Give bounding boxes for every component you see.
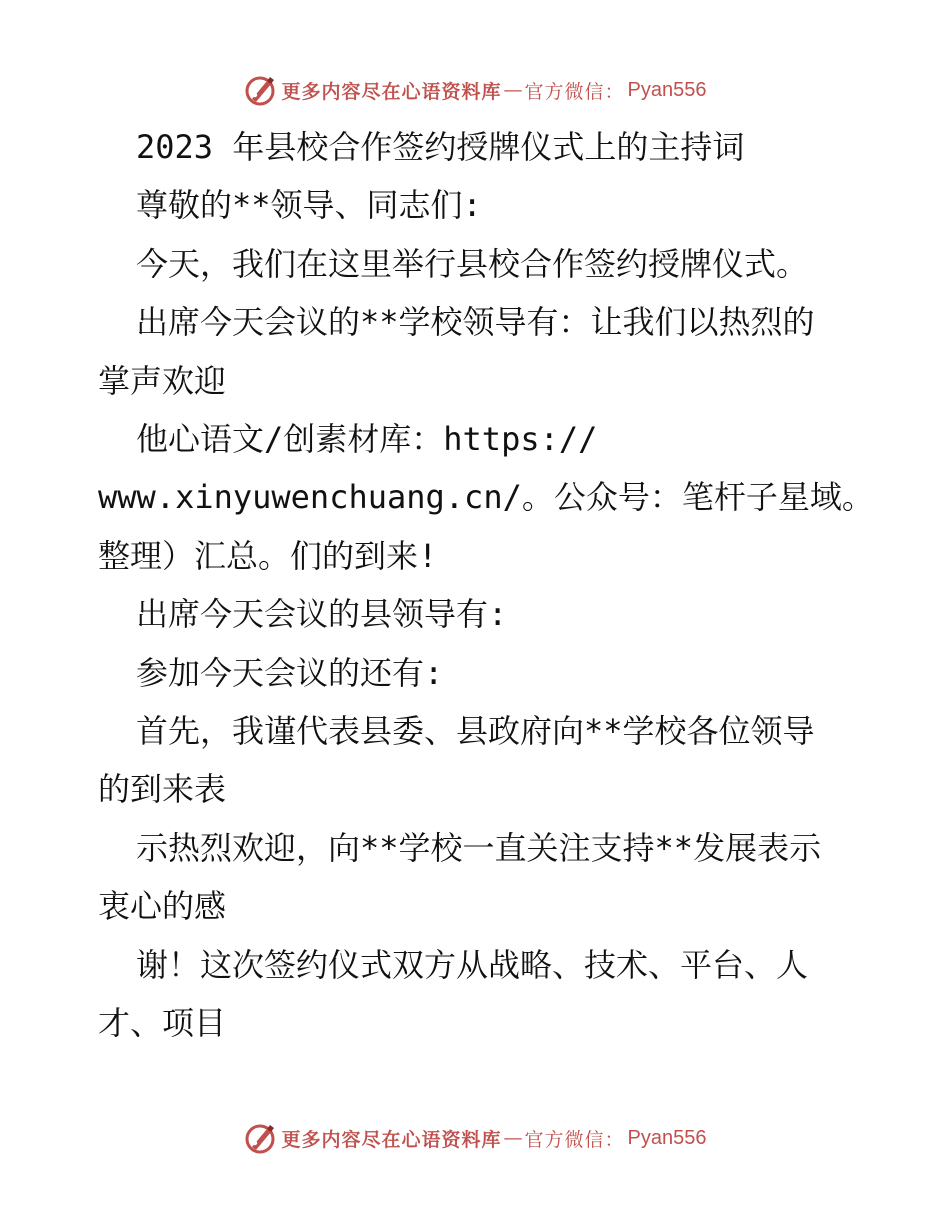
document-line: 出席今天会议的县领导有: bbox=[136, 595, 508, 634]
footer-account: Pyan556 bbox=[627, 1126, 707, 1149]
document-line: 谢！这次签约仪式双方从战略、技术、平台、人 bbox=[136, 945, 809, 984]
document-line: 首先，我谨代表县委、县政府向**学校各位领导 bbox=[136, 712, 815, 751]
document-line: 今天，我们在这里举行县校合作签约授牌仪式。 bbox=[136, 244, 809, 283]
header-dash: — bbox=[503, 79, 523, 101]
header-banner bbox=[0, 70, 950, 110]
document-line: 他心语文/创素材库：https:// bbox=[136, 420, 598, 459]
header-account: Pyan556 bbox=[627, 78, 707, 101]
footer-colon: ： bbox=[604, 1128, 624, 1151]
footer-label: 官方微信 bbox=[524, 1128, 605, 1151]
document-line: 衷心的感 bbox=[98, 887, 227, 926]
document-line: 整理）汇总。们的到来! bbox=[98, 536, 438, 575]
document-title: 2023 年县校合作签约授牌仪式上的主持词 bbox=[136, 128, 745, 166]
document-line: 示热烈欢迎，向**学校一直关注支持**发展表示 bbox=[136, 828, 822, 867]
document-line: 掌声欢迎 bbox=[98, 361, 227, 400]
pen-logo-icon bbox=[243, 1121, 277, 1155]
document-line: 才、项目 bbox=[98, 1004, 227, 1043]
footer-main-text: 更多内容尽在心语资料库 bbox=[281, 1128, 502, 1151]
footer-dash: — bbox=[503, 1127, 523, 1149]
header-colon: ： bbox=[604, 80, 624, 103]
document-line: 的到来表 bbox=[98, 770, 227, 809]
document-line: 参加今天会议的还有: bbox=[136, 653, 444, 692]
header-main-text: 更多内容尽在心语资料库 bbox=[281, 80, 502, 103]
header-label: 官方微信 bbox=[524, 80, 605, 103]
document-body bbox=[98, 118, 874, 1053]
document-line: 出席今天会议的**学校领导有：让我们以热烈的 bbox=[136, 303, 815, 342]
pen-logo-icon bbox=[243, 73, 277, 107]
document-line: www.xinyuwenchuang.cn/。公众号：笔杆子星域。 bbox=[98, 478, 874, 517]
footer-banner bbox=[0, 1118, 950, 1158]
document-line: 尊敬的**领导、同志们: bbox=[136, 186, 482, 225]
